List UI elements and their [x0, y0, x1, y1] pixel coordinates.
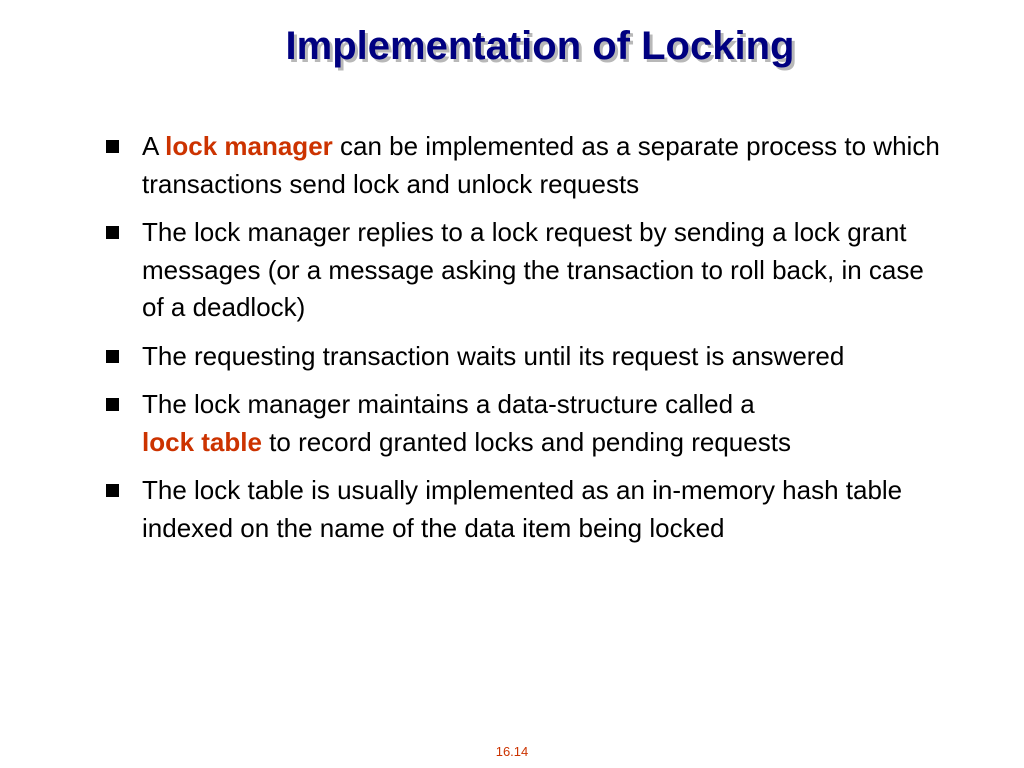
slide-number: 16.14	[495, 744, 529, 759]
slide-title: Implementation of Locking	[285, 24, 795, 68]
bullet-text-post: to record granted locks and pending requests	[261, 426, 791, 457]
bullet-text-post: can be implemented as a separate process to which transactions send lock and unlock requests	[142, 131, 940, 199]
bullet-item-hash-table	[104, 472, 944, 547]
bullet-item-lock-manager	[104, 128, 944, 203]
square-bullet-icon	[106, 226, 119, 239]
bullet-item-lock-replies	[104, 214, 944, 327]
bullet-text: The requesting transaction waits until its request is answered	[142, 340, 845, 371]
term-lock-table: lock table	[142, 426, 262, 457]
bullet-text-pre: The lock manager maintains a data-structure called a	[142, 389, 755, 419]
bullet-item-waits	[104, 338, 944, 376]
bullet-list	[104, 128, 944, 558]
square-bullet-icon	[106, 398, 119, 411]
term-lock-manager: lock manager	[165, 131, 333, 161]
bullet-text: The lock table is usually implemented as an in-memory hash table indexed on the name of the data item being locked	[142, 475, 903, 543]
bullet-item-lock-table	[104, 386, 944, 461]
bullet-text: The lock manager replies to a lock request by sending a lock grant messages (or a message asking the transaction to roll back, in case of a deadlock)	[142, 217, 924, 322]
square-bullet-icon	[106, 350, 119, 363]
square-bullet-icon	[106, 484, 119, 497]
bullet-text-pre: A	[142, 131, 166, 161]
square-bullet-icon	[106, 140, 119, 153]
